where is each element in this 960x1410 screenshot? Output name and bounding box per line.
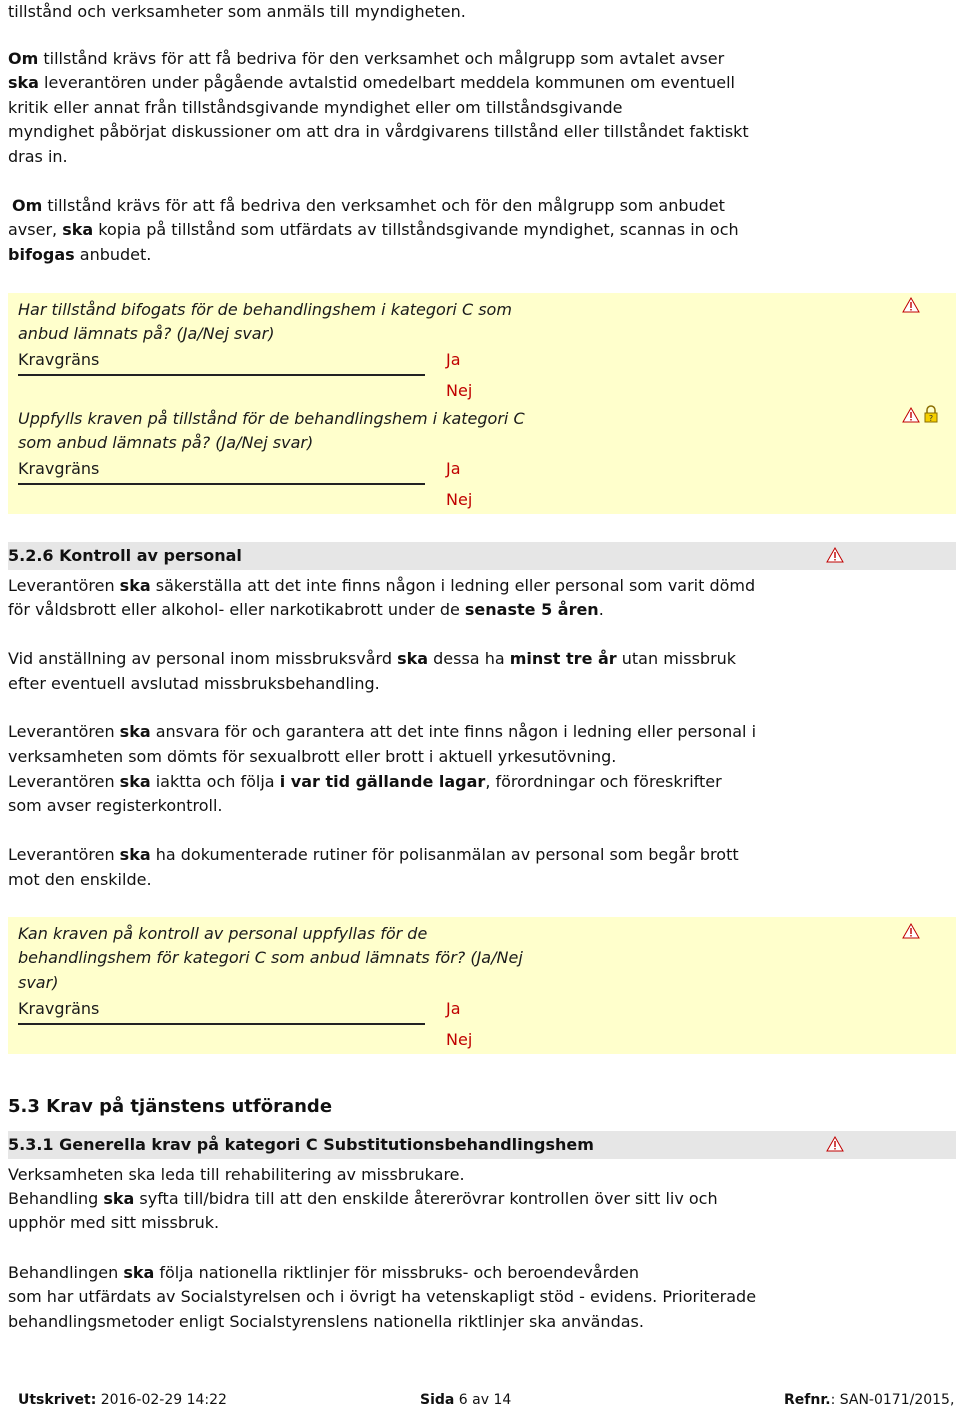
question-box-tillstand [8, 293, 956, 514]
text-line: ska leverantören under pågående avtalstid omedelbart meddela kommunen om eventuell [8, 73, 735, 92]
text-line: Om tillstånd krävs för att få bedriva för den verksamhet och målgrupp som avtalet avser [8, 49, 725, 68]
footer-printed: Utskrivet: 2016-02-29 14:22 [18, 1392, 227, 1408]
text-line: dras in. [8, 147, 68, 166]
text-line: mot den enskilde. [8, 870, 152, 889]
kravgrans-line [18, 483, 425, 485]
question-text: som anbud lämnats på? (Ja/Nej svar) [18, 433, 314, 452]
warning-icon [902, 923, 920, 939]
kravgrans-label: Kravgräns [18, 459, 100, 478]
text-line: Leverantören ska ansvara för och garantera att det inte finns någon i ledning eller personal i [8, 722, 757, 741]
lock-question-icon [922, 405, 940, 423]
question-text: behandlingshem för kategori C som anbud lämnats för? (Ja/Nej [18, 948, 523, 967]
question-text: anbud lämnats på? (Ja/Nej svar) [18, 324, 275, 343]
warning-icon [902, 407, 920, 423]
text-line: Leverantören ska iaktta och följa i var tid gällande lagar, förordningar och föreskrifter [8, 772, 722, 791]
section-header-526 [8, 542, 956, 570]
text-line: Verksamheten ska leda till rehabilitering av missbrukare. [8, 1165, 465, 1184]
text-line: som avser registerkontroll. [8, 796, 223, 815]
section-title-53: 5.3 Krav på tjänstens utförande [8, 1096, 333, 1117]
warning-icon [902, 297, 920, 313]
text-line: behandlingsmetoder enligt Socialstyrenslens nationella riktlinjer ska användas. [8, 1312, 644, 1331]
text-line: Om tillstånd krävs för att få bedriva den verksamhet och för den målgrupp som anbudet [12, 196, 725, 215]
text-line: Leverantören ska säkerställa att det inte finns någon i ledning eller personal som varit dömd [8, 576, 756, 595]
section-header-531 [8, 1131, 956, 1159]
question-text: Kan kraven på kontroll av personal uppfyllas för de [18, 924, 428, 943]
text-line: Behandling ska syfta till/bidra till att den enskilde återerövrar kontrollen över sitt liv och [8, 1189, 718, 1208]
text-line: som har utfärdats av Socialstyrelsen och i övrigt ha vetenskapligt stöd - evidens. Prioriterade [8, 1287, 757, 1306]
section-title: 5.3.1 Generella krav på kategori C Substitutionsbehandlingshem [8, 1135, 594, 1154]
text-line: verksamheten som dömts för sexualbrott eller brott i aktuell yrkesutövning. [8, 747, 617, 766]
text-line: Leverantören ska ha dokumenterade rutiner för polisanmälan av personal som begår brott [8, 845, 739, 864]
answer-option-nej[interactable]: Nej [446, 381, 473, 400]
section-title: 5.2.6 Kontroll av personal [8, 546, 242, 565]
answer-option-ja[interactable]: Ja [446, 350, 461, 369]
footer-page: Sida 6 av 14 [420, 1392, 512, 1408]
question-box-kontroll [8, 917, 956, 1054]
text-line: tillstånd och verksamheter som anmäls till myndigheten. [8, 2, 466, 21]
kravgrans-line [18, 1023, 425, 1025]
warning-icon [826, 547, 844, 563]
footer-ref: Refnr.: SAN-0171/2015, [784, 1392, 955, 1408]
kravgrans-label: Kravgräns [18, 999, 100, 1018]
text-line: Vid anställning av personal inom missbruksvård ska dessa ha minst tre år utan missbruk [8, 649, 737, 668]
warning-icon [826, 1136, 844, 1152]
answer-option-ja[interactable]: Ja [446, 999, 461, 1018]
text-line: för våldsbrott eller alkohol- eller narkotikabrott under de senaste 5 åren. [8, 600, 604, 619]
question-text: Har tillstånd bifogats för de behandlingshem i kategori C som [18, 300, 512, 319]
text-line: myndighet påbörjat diskussioner om att dra in vårdgivarens tillstånd eller tillståndet faktiskt [8, 122, 749, 141]
answer-option-nej[interactable]: Nej [446, 1030, 473, 1049]
text-line: efter eventuell avslutad missbruksbehandling. [8, 674, 380, 693]
kravgrans-line [18, 374, 425, 376]
question-text: Uppfylls kraven på tillstånd för de behandlingshem i kategori C [18, 409, 525, 428]
text-line: upphör med sitt missbruk. [8, 1213, 220, 1232]
svg-text:?: ? [928, 414, 934, 423]
text-line: Behandlingen ska följa nationella riktlinjer för missbruks- och beroendevården [8, 1263, 639, 1282]
text-line: avser, ska kopia på tillstånd som utfärdats av tillståndsgivande myndighet, scannas in och [8, 220, 739, 239]
answer-option-nej[interactable]: Nej [446, 490, 473, 509]
kravgrans-label: Kravgräns [18, 350, 100, 369]
answer-option-ja[interactable]: Ja [446, 459, 461, 478]
text-line: kritik eller annat från tillståndsgivande myndighet eller om tillståndsgivande [8, 98, 623, 117]
question-text: svar) [18, 973, 59, 992]
text-line: bifogas anbudet. [8, 245, 152, 264]
